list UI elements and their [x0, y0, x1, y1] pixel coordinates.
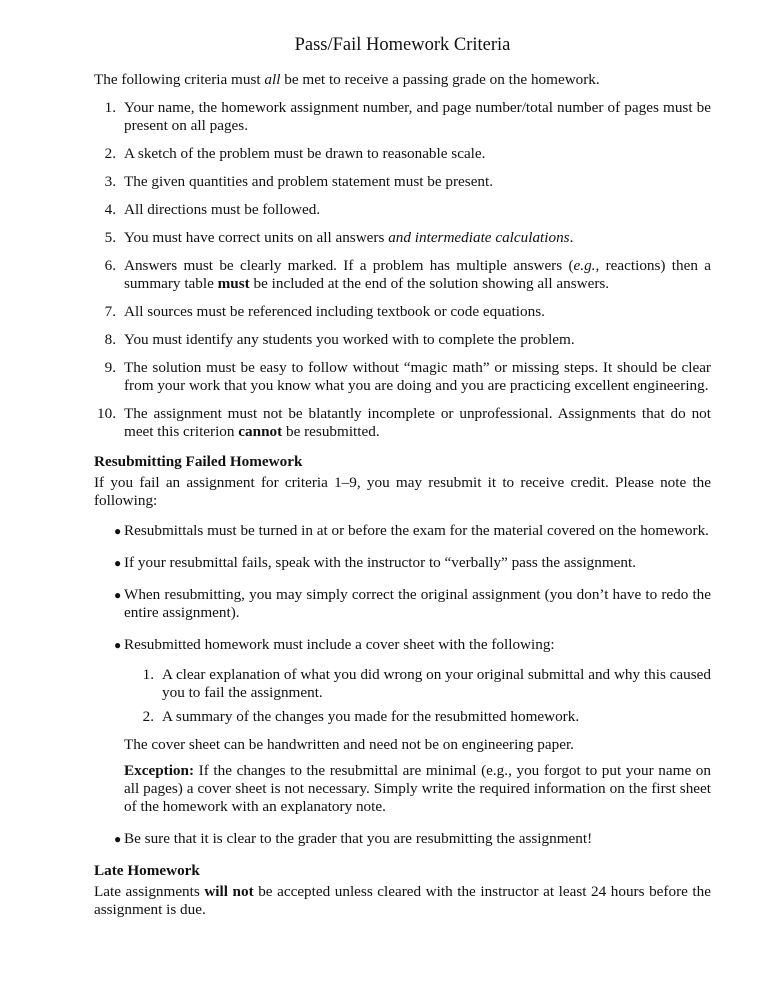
cover-sheet-note: The cover sheet can be handwritten and need not be on engineering paper.	[124, 736, 574, 753]
criterion-item: 1. Your name, the homework assignment number, and page number/total number of pages must be present on all pages.	[104, 99, 711, 134]
cover-sheet-item: 2. A summary of the changes you made for the resubmitted homework.	[142, 708, 580, 725]
resubmit-note: ● When resubmitting, you may simply correct the original assignment (you don’t have to redo the entire assignment).	[114, 586, 711, 621]
document-page	[94, 34, 711, 919]
criterion-item: 3. The given quantities and problem statement must be present.	[104, 173, 494, 190]
cover-sheet-item: 1. A clear explanation of what you did wrong on your original submittal and why this caused you to fail the assignment.	[142, 666, 711, 701]
bullet-icon: ●	[114, 638, 122, 652]
cover-sheet-list	[124, 666, 711, 726]
intro-paragraph: The following criteria must all be met to receive a passing grade on the homework.	[94, 71, 600, 88]
late-paragraph: Late assignments will not be accepted unless cleared with the instructor at least 24 hours before the assignment is due.	[94, 883, 711, 918]
resubmit-note: ● Resubmitted homework must include a cover sheet with the following: 1. A clear explanation of what you did wrong on your original submittal and why this caused you to fail the assignment. 2. A summary of the changes you made for the resubmitted homework. The cover sheet can be handwritten and need not be on engineering paper. Exception: If the changes to the resubmittal are minimal (e.g., you forgot to put your name on all pages) a cover sheet is not necessary. Simply write the required information on the first sheet of the homework with an explanatory note.	[114, 636, 711, 815]
bullet-icon: ●	[114, 588, 122, 602]
late-heading: Late Homework	[94, 862, 200, 879]
resubmit-note: ● Resubmittals must be turned in at or before the exam for the material covered on the homework.	[114, 522, 709, 539]
criterion-item: 8. You must identify any students you worked with to complete the problem.	[104, 331, 575, 348]
criterion-item: 5. You must have correct units on all answers and intermediate calculations.	[104, 229, 574, 246]
criteria-list	[94, 99, 711, 441]
resubmit-notes-list	[94, 522, 711, 848]
criterion-item: 9. The solution must be easy to follow without “magic math” or missing steps. It should be clear from your work that you know what you are doing and you are practicing excellent engineering.	[104, 359, 711, 394]
criterion-item: 10. The assignment must not be blatantly incomplete or unprofessional. Assignments that do not meet this criterion cannot be resubmitted.	[97, 405, 711, 440]
exception-note: Exception: If the changes to the resubmittal are minimal (e.g., you forgot to put your name on all pages) a cover sheet is not necessary. Simply write the required information on the first sheet of the homework with an explanatory note.	[124, 762, 711, 815]
page-title: Pass/Fail Homework Criteria	[294, 35, 511, 55]
bullet-icon: ●	[114, 832, 122, 846]
resubmit-note: ● If your resubmittal fails, speak with the instructor to “verbally” pass the assignment.	[114, 554, 637, 571]
criterion-item: 4. All directions must be followed.	[104, 201, 321, 218]
resubmit-heading: Resubmitting Failed Homework	[94, 453, 303, 470]
bullet-icon: ●	[114, 524, 122, 538]
criterion-item: 7. All sources must be referenced including textbook or code equations.	[104, 303, 545, 320]
resubmit-note: ● Be sure that it is clear to the grader that you are resubmitting the assignment!	[114, 830, 593, 847]
resubmit-intro: If you fail an assignment for criteria 1–9, you may resubmit it to receive credit. Please note the following:	[94, 474, 711, 509]
bullet-icon: ●	[114, 556, 122, 570]
criterion-item: 2. A sketch of the problem must be drawn to reasonable scale.	[104, 145, 486, 162]
criterion-item: 6. Answers must be clearly marked. If a problem has multiple answers (e.g., reactions) then a summary table must be included at the end of the solution showing all answers.	[104, 257, 712, 292]
